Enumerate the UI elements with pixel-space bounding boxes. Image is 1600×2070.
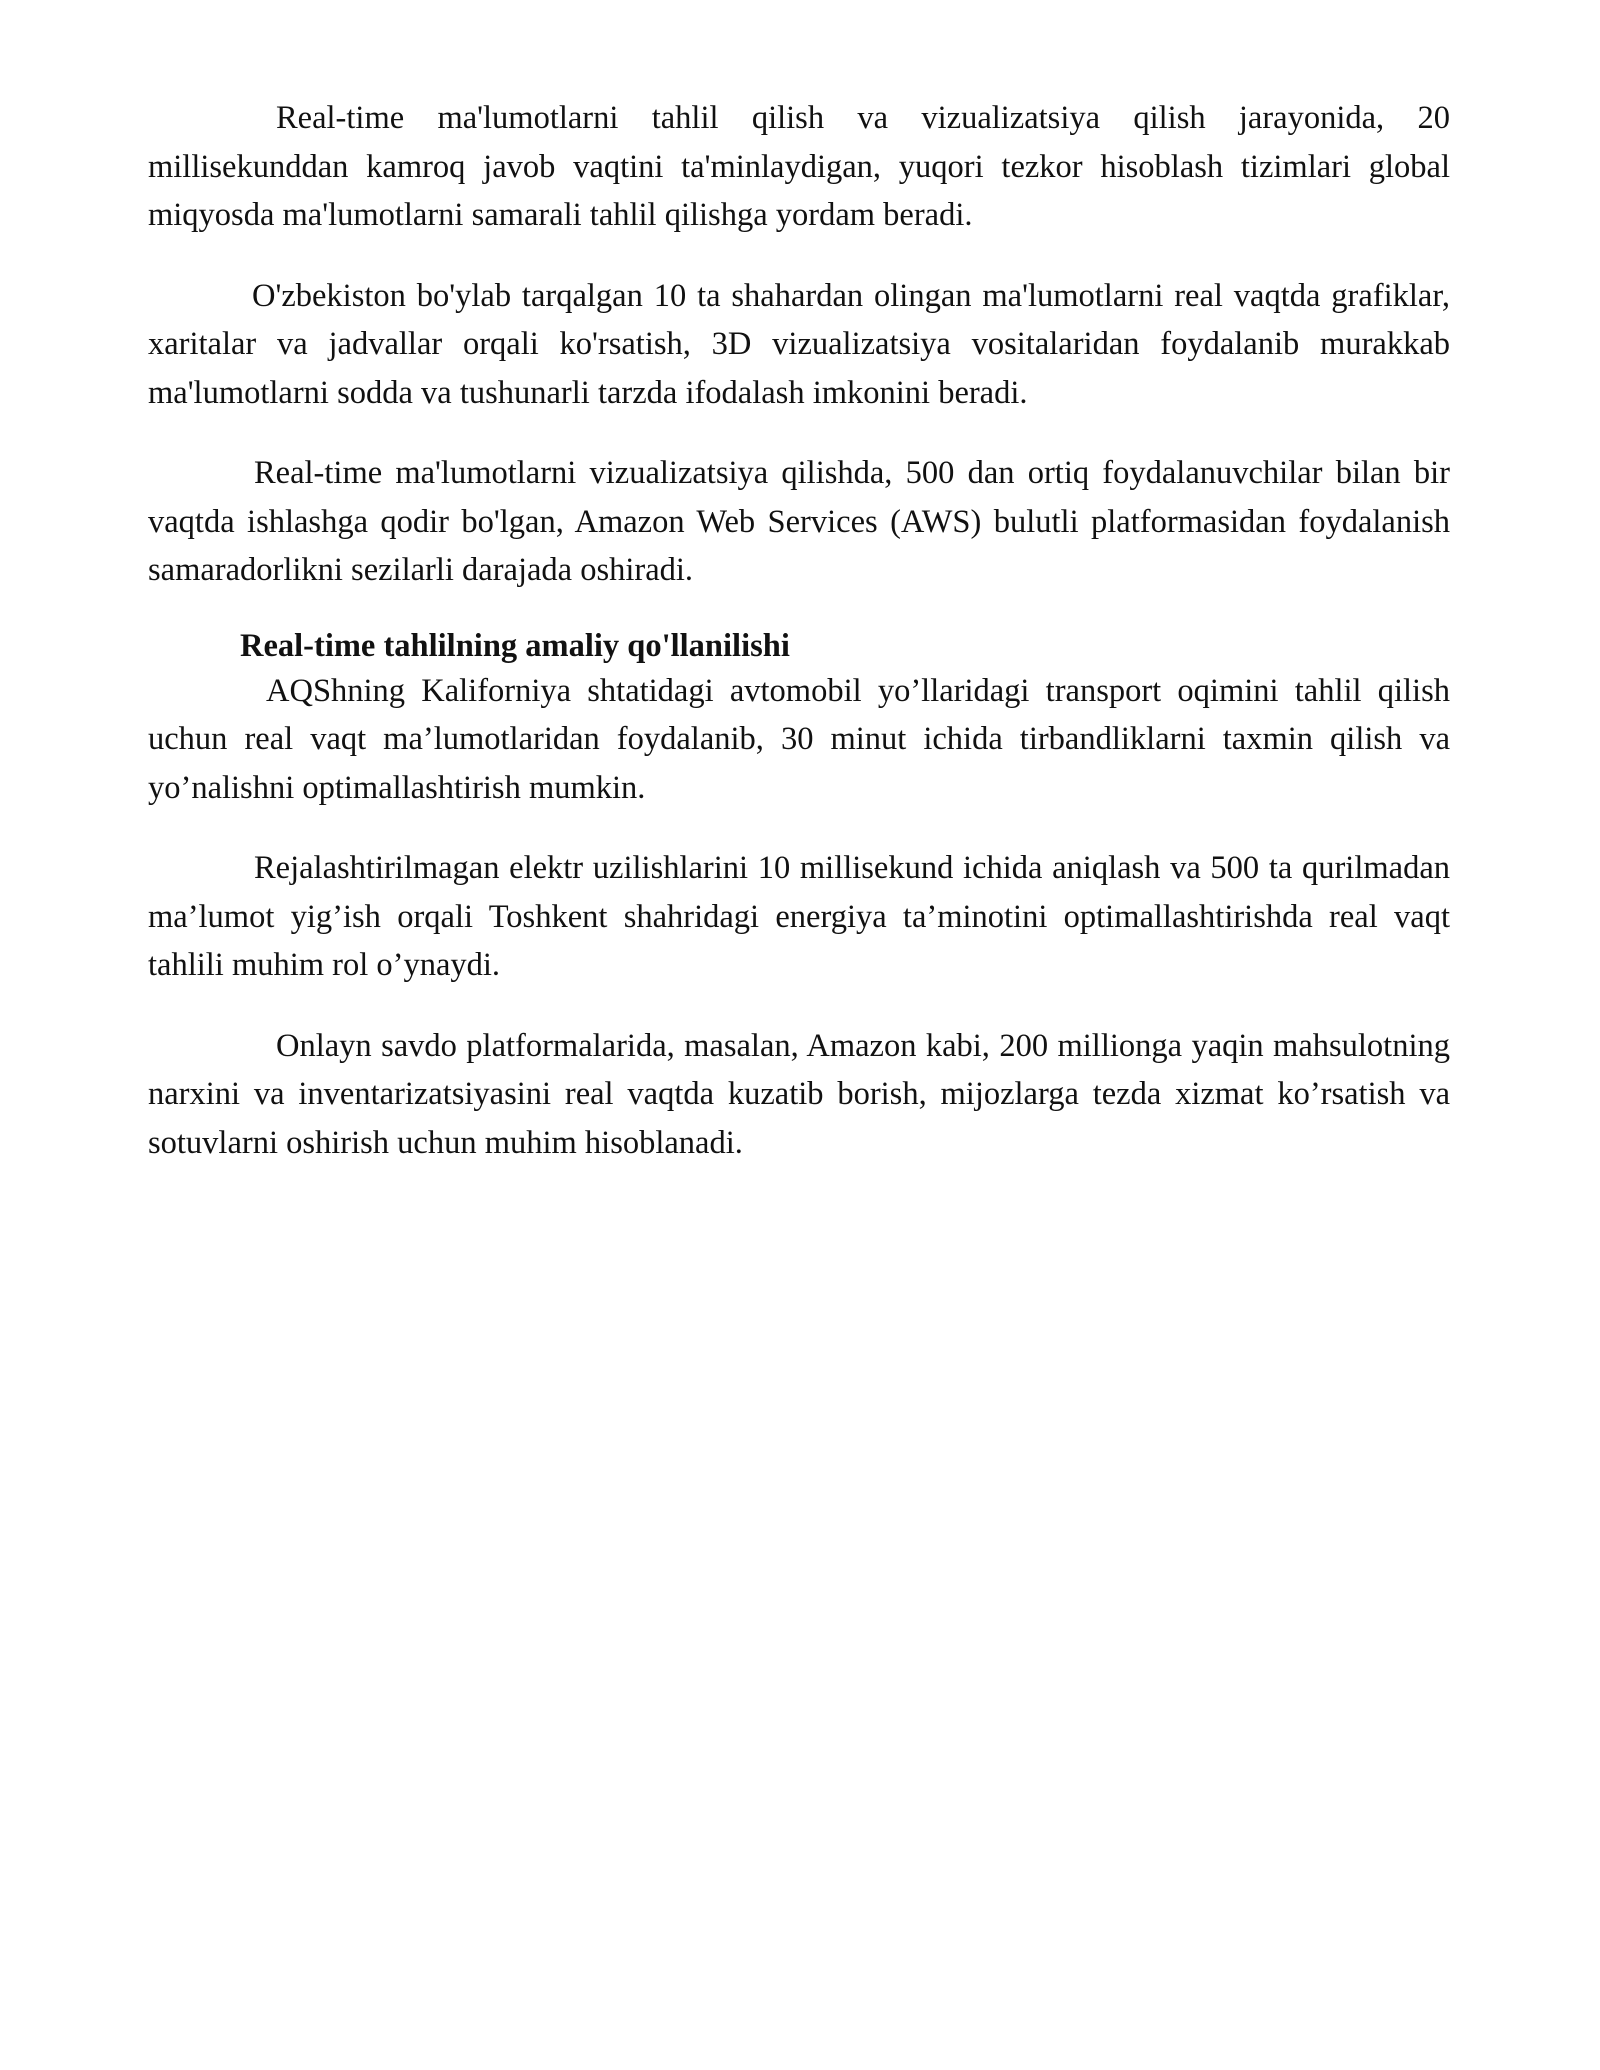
paragraph-online-commerce: Onlayn savdo platformalarida, masalan, Amazon kabi, 200 millionga yaqin mahsulotning narxini va inventarizatsiyasini real vaqtda kuzatib borish, mijozlarga tezda xizmat ko’rsatish va sotuvlarni oshirish uchun muhim hisoblanadi. xyxy=(148,1027,1450,1161)
paragraph-realtime-intro: Real-time ma'lumotlarni tahlil qilish va vizualizatsiya qilish jarayonida, 20 millisekunddan kamroq javob vaqtini ta'minlaydigan, yuqori tezkor hisoblash tizimlari global miqyosda ma'lumotlarni samarali tahlil qilishga yordam beradi. xyxy=(148,100,1450,233)
paragraph-uzbekistan-cities: O'zbekiston bo'ylab tarqalgan 10 ta shahardan olingan ma'lumotlarni real vaqtda grafiklar, xaritalar va jadvallar orqali ko'rsatish, 3D vizualizatsiya vositalaridan foydalanib murakkab ma'lumotlarni sodda va tushunarli tarzda ifodalash imkonini beradi. xyxy=(148,277,1450,411)
paragraph-california-traffic: AQShning Kaliforniya shtatidagi avtomobil yo’llaridagi transport oqimini tahlil qilish uchun real vaqt ma’lumotlaridan foydalanib, 30 minut ichida tirbandliklarni taxmin qilish va yo’nalishni optimallashtirish mumkin. xyxy=(148,672,1450,806)
document-page xyxy=(148,94,1450,1199)
paragraph-aws-platform: Real-time ma'lumotlarni vizualizatsiya qilishda, 500 dan ortiq foydalanuvchilar bilan bir vaqtda ishlashga qodir bo'lgan, Amazon Web Services (AWS) bulutli platformasidan foydalanish samaradorlikni sezilarli darajada oshiradi. xyxy=(148,455,1450,588)
section-heading: Real-time tahlilning amaliy qo'llanilishi xyxy=(240,627,790,664)
paragraph-tashkent-energy: Rejalashtirilmagan elektr uzilishlarini 10 millisekund ichida aniqlash va 500 ta qurilmadan ma’lumot yig’ish orqali Toshkent shahridagi energiya ta’minotini optimallashtirishda real vaqt tahlili muhim rol o’ynaydi. xyxy=(148,850,1450,983)
